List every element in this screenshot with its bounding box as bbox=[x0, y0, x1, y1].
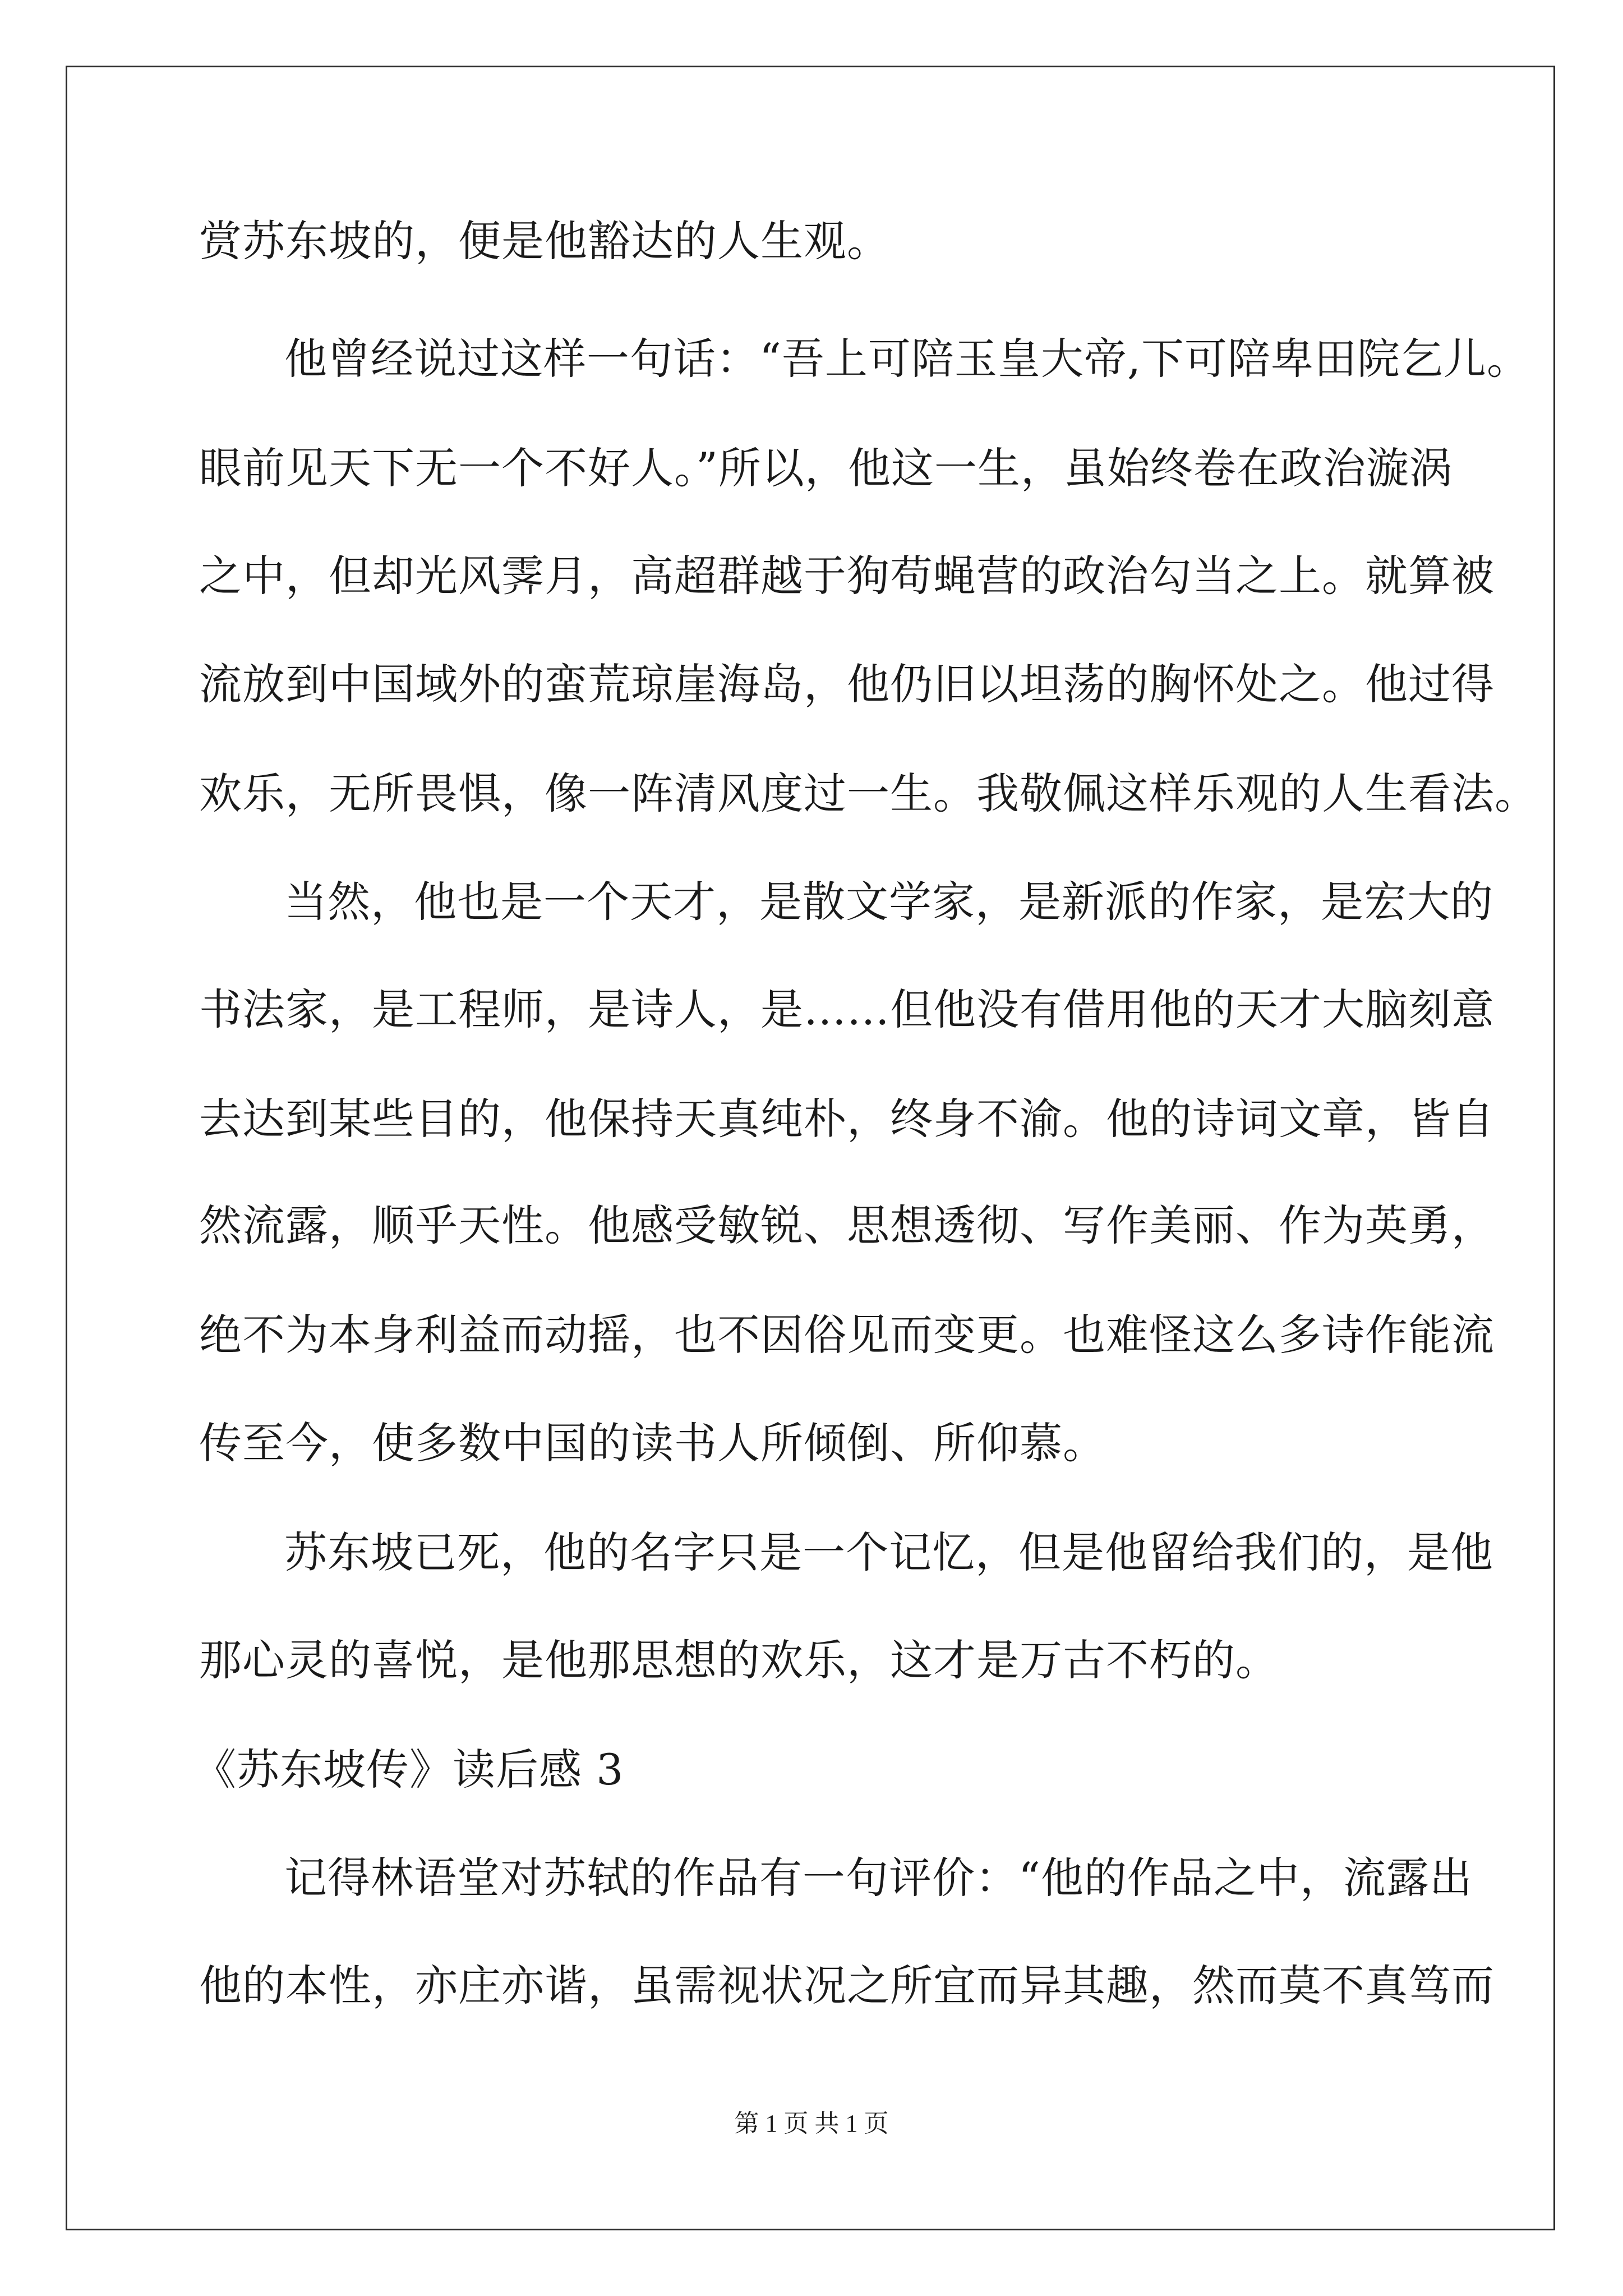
text-line: 流放到中国域外的蛮荒琼崖海岛，他仍旧以坦荡的胸怀处之。他过得 bbox=[199, 659, 1495, 709]
text-line: 传至今，使多数中国的读书人所倾倒、所仰慕。 bbox=[199, 1418, 1106, 1468]
text-line: 他曾经说过这样一句话：“吾上可陪玉皇大帝,下可陪卑田院乞儿。 bbox=[284, 334, 1530, 384]
section-heading: 《苏东坡传》读后感 3 bbox=[193, 1745, 624, 1795]
text-line: 眼前见天下无一个不好人。”所以，他这一生，虽始终卷在政治漩涡 bbox=[199, 443, 1453, 493]
text-line: 之中，但却光风霁月，高超群越于狗苟蝇营的政治勾当之上。就算被 bbox=[199, 551, 1495, 601]
text-line: 赏苏东坡的，便是他豁达的人生观。 bbox=[199, 216, 890, 266]
text-line: 当然，他也是一个天才，是散文学家，是新派的作家，是宏大的 bbox=[284, 877, 1493, 927]
text-line: 苏东坡已死，他的名字只是一个记忆，但是他留给我们的，是他 bbox=[284, 1527, 1493, 1577]
text-line: 绝不为本身利益而动摇，也不因俗见而变更。也难怪这么多诗作能流 bbox=[199, 1310, 1495, 1360]
text-line: 他的本性，亦庄亦谐，虽需视状况之所宜而异其趣，然而莫不真笃而 bbox=[199, 1961, 1495, 2010]
text-line: 书法家，是工程师，是诗人，是……但他没有借用他的天才大脑刻意 bbox=[199, 984, 1495, 1034]
text-line: 那心灵的喜悦，是他那思想的欢乐，这才是万古不朽的。 bbox=[199, 1635, 1279, 1685]
text-line: 记得林语堂对苏轼的作品有一句评价：“他的作品之中，流露出 bbox=[284, 1853, 1473, 1903]
text-line: 欢乐，无所畏惧，像一阵清风度过一生。我敬佩这样乐观的人生看法。 bbox=[199, 769, 1538, 818]
page-number: 第 1 页 共 1 页 bbox=[734, 2110, 889, 2137]
text-line: 去达到某些目的，他保持天真纯朴，终身不渝。他的诗词文章，皆自 bbox=[199, 1094, 1495, 1144]
text-line: 然流露，顺乎天性。他感受敏锐、思想透彻、写作美丽、作为英勇， bbox=[199, 1200, 1495, 1250]
